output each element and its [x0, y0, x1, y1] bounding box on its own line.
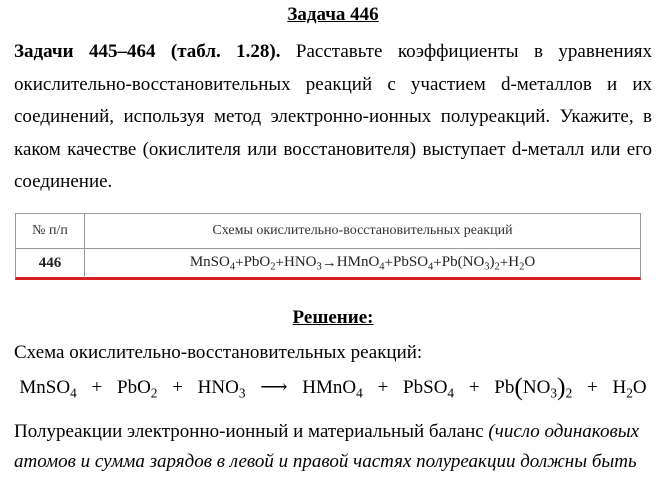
task-title: Задача 446 — [287, 4, 379, 25]
solution-heading: Решение: — [292, 307, 374, 328]
task-statement — [14, 36, 652, 199]
half-reactions-note: (число одинаковых атомов и сумма зарядов в левой и правой частях полуреакции должны быть — [14, 421, 640, 472]
reaction-equation: MnSO$_4$ + $PbO_2 + HNO_3$ ⟶ HMnO$_4$ + PbSO$_4$ + $Pb(NO_3)_2 + H_2O$ — [19, 372, 647, 401]
half-reactions-text — [14, 417, 654, 477]
header-number: № п/п — [16, 214, 85, 248]
task-text: Расставьте коэффициенты в уравнениях окислительно-восстановительных реакций с участием d-металлов и их соединений, используя метод электронно-ионных полуреакций. Укажите, в каком качестве (окислителя или восстановителя) выступает d-металл или его соединение. — [14, 41, 652, 192]
row-reaction: MnSO$_4$ + PbO$_2$ + $HNO_3$ → HMnO$_4$ + PbSO$_4$ + $Pb(NO_3)_2$ + $H_2O$ — [189, 254, 536, 273]
header-scheme: Схемы окислительно-восстановительных реакций — [212, 223, 513, 238]
table-row — [16, 249, 640, 278]
task-range-label: Задачи 445–464 (табл. 1.28). — [14, 41, 281, 62]
scheme-label: Схема окислительно-восстановительных реакций: — [14, 342, 423, 363]
reaction-table — [15, 213, 641, 280]
half-reactions-lead: Полуреакции электронно-ионный и материальный баланс — [14, 421, 489, 442]
row-number: 446 — [16, 249, 85, 278]
table-header-row — [16, 214, 640, 249]
